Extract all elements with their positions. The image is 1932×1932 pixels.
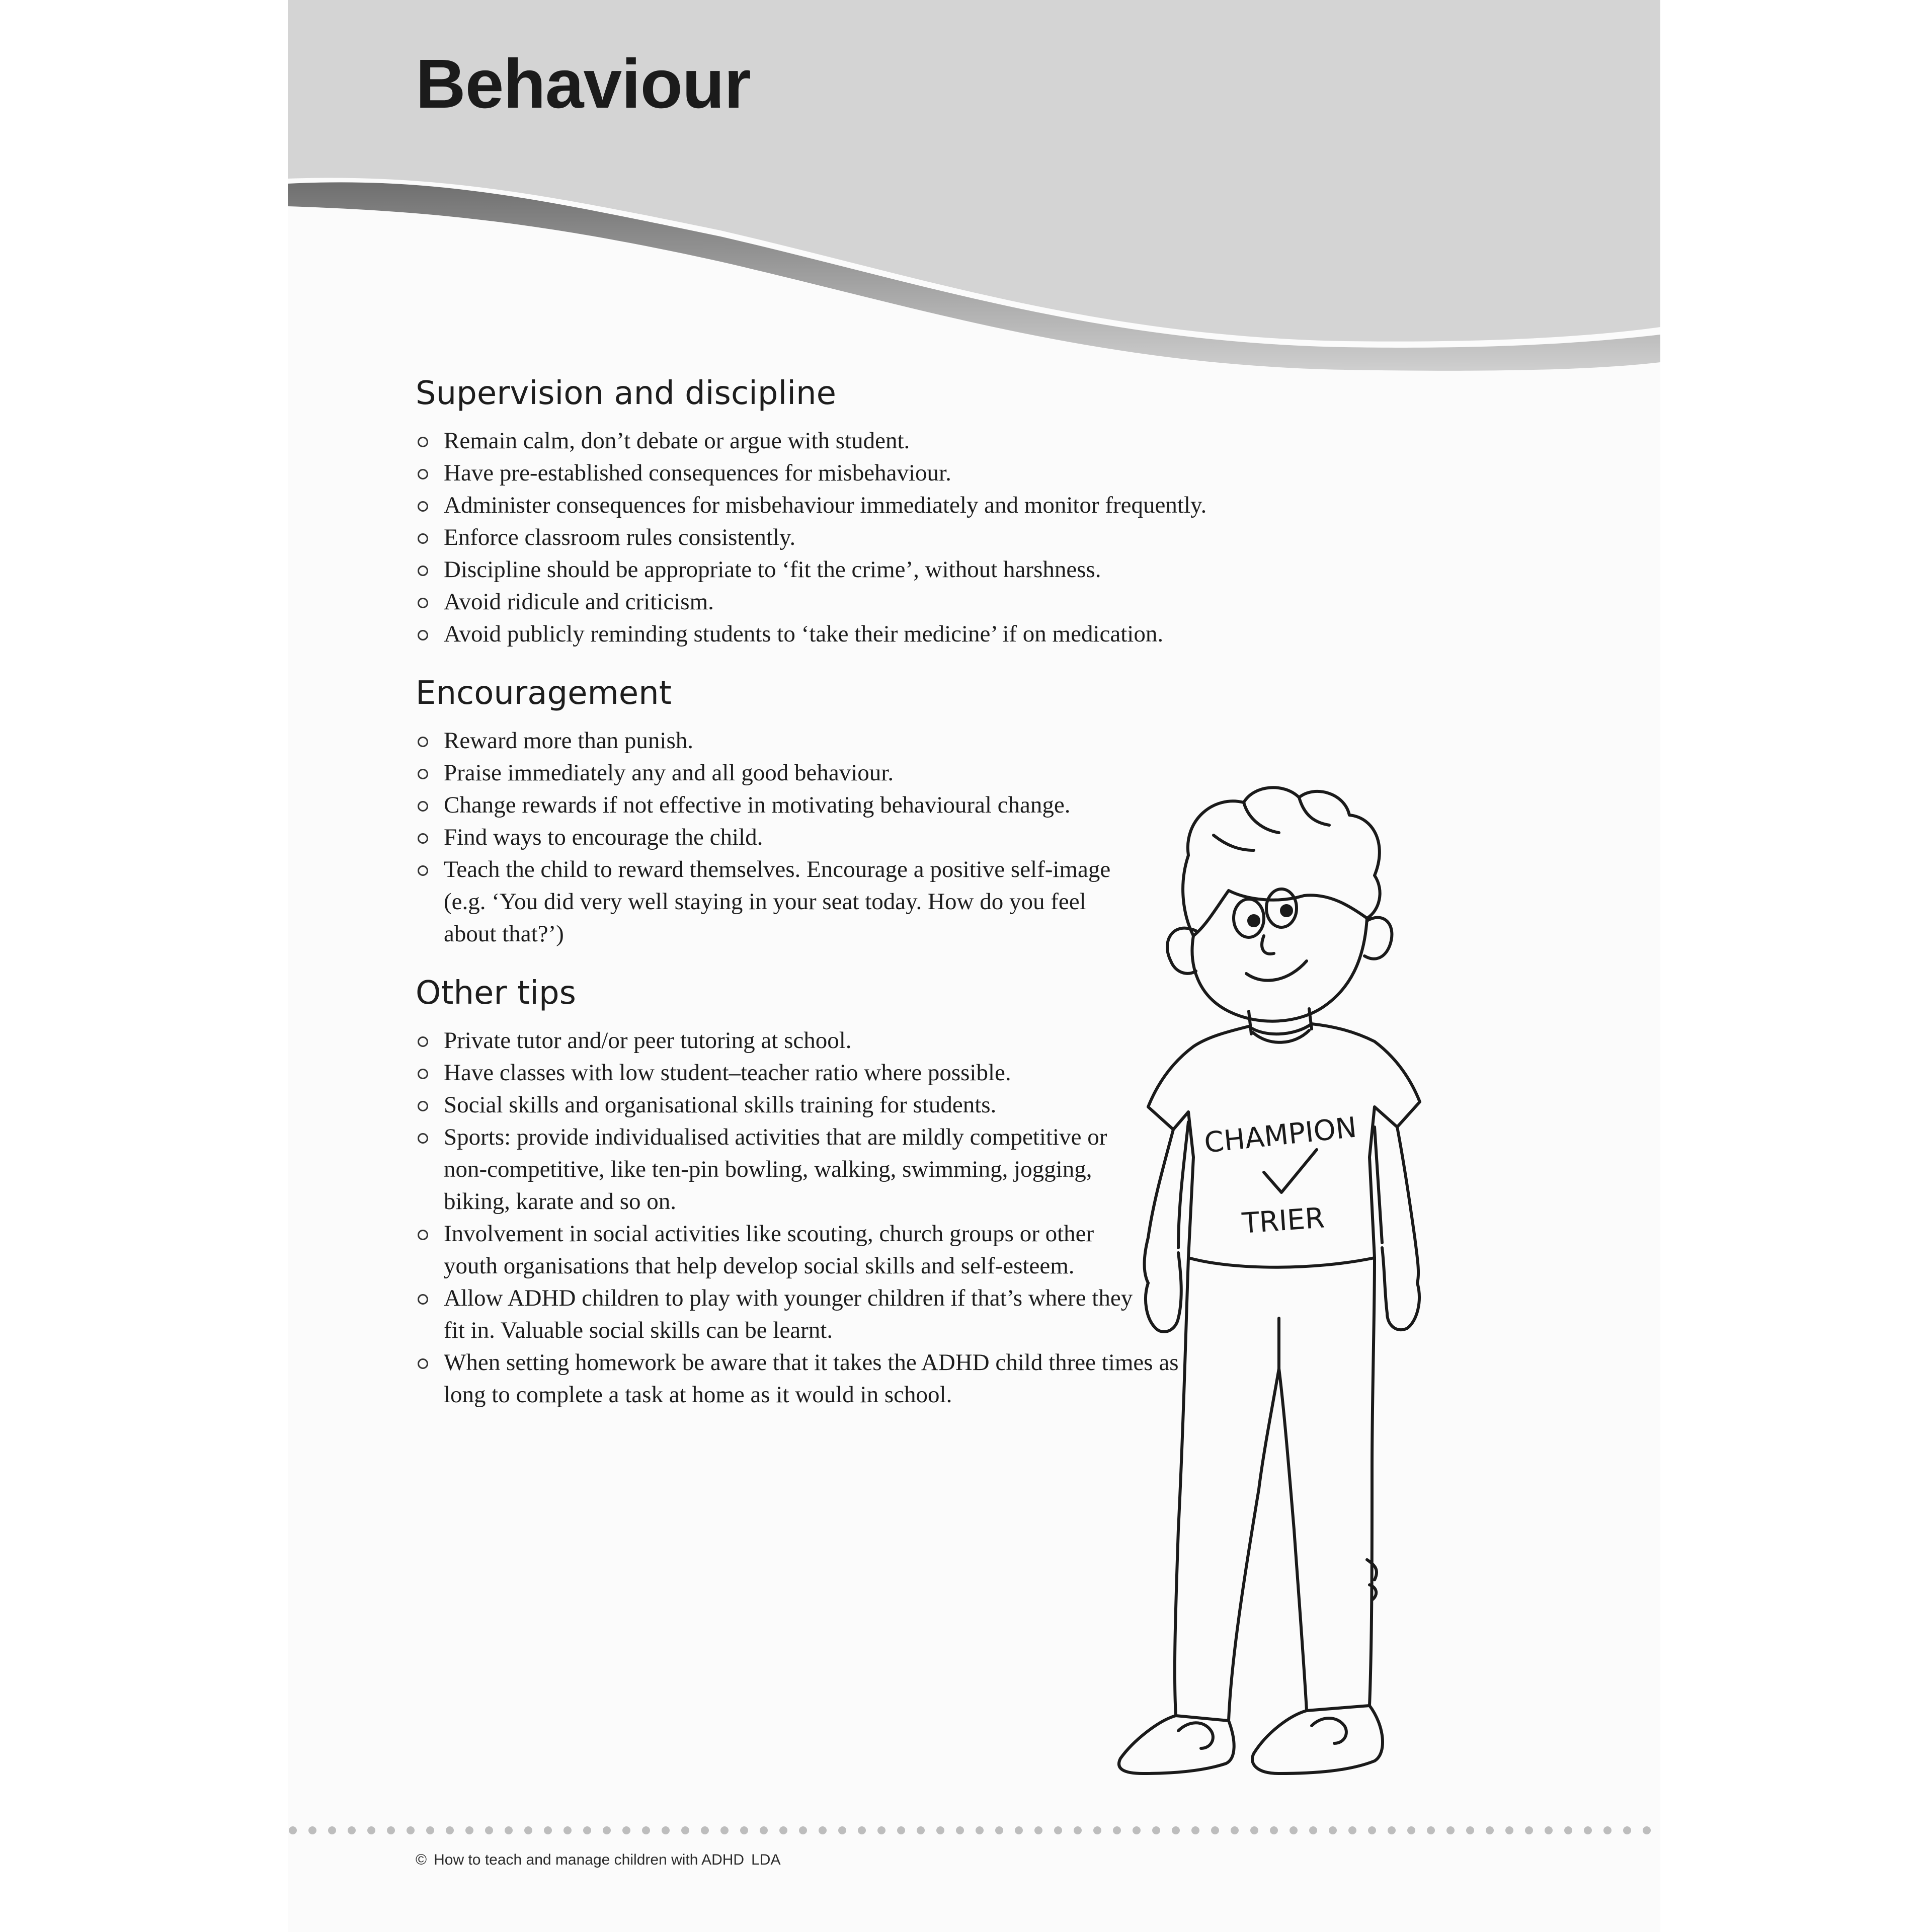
footer-dot bbox=[583, 1826, 591, 1834]
section-heading: Encouragement bbox=[416, 675, 672, 712]
right-hand bbox=[1382, 1248, 1419, 1330]
footer-dot bbox=[328, 1826, 336, 1834]
footer-dot bbox=[1584, 1826, 1592, 1834]
list-item: Allow ADHD children to play with younger children if that’s where they fit in. Valuable social skills can be learnt. bbox=[416, 1282, 1138, 1346]
footer-dot bbox=[465, 1826, 473, 1834]
footer-dot bbox=[446, 1826, 454, 1834]
list-item: Find ways to encourage the child. bbox=[416, 821, 1170, 853]
page-title: Behaviour bbox=[416, 45, 751, 123]
left-arm bbox=[1145, 1130, 1174, 1283]
footer-dot bbox=[642, 1826, 650, 1834]
list-item: Social skills and organisational skills training for students. bbox=[416, 1089, 1221, 1121]
footer-dot bbox=[956, 1826, 964, 1834]
footer-dot bbox=[407, 1826, 415, 1834]
footer-dot bbox=[1545, 1826, 1553, 1834]
shirt-text-line1: CHAMPION bbox=[1202, 1111, 1358, 1160]
footer-dotted-rule bbox=[288, 1820, 1660, 1840]
footer-dot bbox=[1329, 1826, 1337, 1834]
section-supervision-and-discipline bbox=[416, 373, 1271, 650]
footer-dot bbox=[1191, 1826, 1199, 1834]
footer-dot bbox=[1309, 1826, 1317, 1834]
bullet-list bbox=[416, 725, 1170, 950]
footer-dot bbox=[1034, 1826, 1042, 1834]
shirt-text-line2: TRIER bbox=[1241, 1201, 1326, 1240]
list-item: Private tutor and/or peer tutoring at school. bbox=[416, 1024, 1221, 1057]
footer-dot bbox=[877, 1826, 886, 1834]
right-shoe bbox=[1252, 1706, 1383, 1774]
footer-dot bbox=[1643, 1826, 1651, 1834]
footer-dot bbox=[701, 1826, 709, 1834]
bullet-list bbox=[416, 425, 1271, 650]
list-item: Teach the child to reward themselves. Encourage a positive self-image (e.g. ‘You did very well staying in your seat today. How do you feel about that?’) bbox=[416, 853, 1123, 950]
list-item: Avoid publicly reminding students to ‘take their medicine’ if on medication. bbox=[416, 618, 1271, 650]
footer-dot bbox=[1133, 1826, 1141, 1834]
footer-dot bbox=[485, 1826, 493, 1834]
footer-dot bbox=[1388, 1826, 1396, 1834]
list-item: Reward more than punish. bbox=[416, 725, 1170, 757]
list-item: Discipline should be appropriate to ‘fit the crime’, without harshness. bbox=[416, 553, 1271, 586]
footer-dot bbox=[779, 1826, 787, 1834]
footer-dot bbox=[760, 1826, 768, 1834]
footer-dot bbox=[1466, 1826, 1474, 1834]
copyright-symbol: © bbox=[416, 1852, 427, 1868]
footer-dot bbox=[1074, 1826, 1082, 1834]
section-other-tips bbox=[416, 973, 1221, 1411]
list-item: Have pre-established consequences for misbehaviour. bbox=[416, 457, 1271, 489]
list-item: Involvement in social activities like scouting, church groups or other youth organisations that help develop social skills and self-esteem. bbox=[416, 1218, 1138, 1282]
footer-dot bbox=[1054, 1826, 1062, 1834]
footer-dot bbox=[367, 1826, 375, 1834]
footer-dot bbox=[1525, 1826, 1533, 1834]
footer-dot bbox=[426, 1826, 434, 1834]
footer-dot bbox=[1015, 1826, 1023, 1834]
list-item: Change rewards if not effective in motivating behavioural change. bbox=[416, 789, 1170, 821]
footer-dot bbox=[1368, 1826, 1376, 1834]
footer-dot bbox=[1407, 1826, 1415, 1834]
nose bbox=[1262, 936, 1274, 954]
footer-dot bbox=[720, 1826, 729, 1834]
bullet-list bbox=[416, 1024, 1221, 1411]
footer-dot bbox=[564, 1826, 572, 1834]
list-item: Remain calm, don’t debate or argue with student. bbox=[416, 425, 1271, 457]
smile bbox=[1246, 961, 1307, 981]
right-ear bbox=[1364, 918, 1392, 959]
list-item: Avoid ridicule and criticism. bbox=[416, 586, 1271, 618]
list-item: Enforce classroom rules consistently. bbox=[416, 521, 1271, 553]
footer-dot bbox=[505, 1826, 513, 1834]
footer-dot bbox=[1250, 1826, 1258, 1834]
face bbox=[1192, 918, 1367, 1021]
footer-dot bbox=[1211, 1826, 1219, 1834]
footer-dot bbox=[662, 1826, 670, 1834]
footer-dot bbox=[976, 1826, 984, 1834]
footer-dot bbox=[1093, 1826, 1101, 1834]
pants bbox=[1175, 1258, 1375, 1721]
footer-dot bbox=[936, 1826, 944, 1834]
section-encouragement bbox=[416, 673, 1170, 950]
document-page bbox=[288, 0, 1660, 1932]
footer-dot bbox=[1113, 1826, 1121, 1834]
checkmark-icon bbox=[1264, 1150, 1317, 1192]
footer-dot bbox=[1564, 1826, 1572, 1834]
footer-dot bbox=[1505, 1826, 1513, 1834]
footer-dot bbox=[1446, 1826, 1455, 1834]
footer-dot bbox=[858, 1826, 866, 1834]
left-shoe bbox=[1119, 1716, 1234, 1774]
footer bbox=[416, 1852, 787, 1869]
footer-dot bbox=[622, 1826, 630, 1834]
footer-dot bbox=[544, 1826, 552, 1834]
footer-dot bbox=[995, 1826, 1003, 1834]
list-item: Have classes with low student–teacher ratio where possible. bbox=[416, 1057, 1221, 1089]
footer-dot bbox=[1427, 1826, 1435, 1834]
list-item: When setting homework be aware that it takes the ADHD child three times as long to complete a task at home as it would in school. bbox=[416, 1346, 1188, 1411]
section-heading: Supervision and discipline bbox=[416, 375, 836, 412]
footer-dot bbox=[308, 1826, 316, 1834]
footer-dot bbox=[897, 1826, 905, 1834]
right-arm bbox=[1397, 1127, 1418, 1283]
footer-dot bbox=[681, 1826, 689, 1834]
footer-dot bbox=[603, 1826, 611, 1834]
footer-dot bbox=[1603, 1826, 1612, 1834]
footer-dot bbox=[387, 1826, 395, 1834]
footer-dot bbox=[524, 1826, 532, 1834]
left-hand bbox=[1146, 1253, 1181, 1332]
footer-dot bbox=[289, 1826, 297, 1834]
footer-dot bbox=[1231, 1826, 1239, 1834]
footer-dot bbox=[740, 1826, 748, 1834]
footer-dot bbox=[348, 1826, 356, 1834]
list-item: Administer consequences for misbehaviour immediately and monitor frequently. bbox=[416, 489, 1271, 521]
footer-dot bbox=[1348, 1826, 1356, 1834]
footer-book-title: How to teach and manage children with ADHD bbox=[434, 1852, 745, 1868]
footer-dot bbox=[1290, 1826, 1298, 1834]
footer-dot bbox=[917, 1826, 925, 1834]
boy-illustration bbox=[1113, 775, 1495, 1781]
list-item: Sports: provide individualised activities that are mildly competitive or non-competitive, like ten-pin bowling, walking, swimming, jogging, biking, karate and so on. bbox=[416, 1121, 1138, 1218]
footer-dot bbox=[1152, 1826, 1160, 1834]
footer-dot bbox=[1486, 1826, 1494, 1834]
section-heading: Other tips bbox=[416, 975, 576, 1012]
footer-dot bbox=[819, 1826, 827, 1834]
footer-dot bbox=[1623, 1826, 1631, 1834]
footer-dot bbox=[1270, 1826, 1278, 1834]
footer-dot bbox=[799, 1826, 807, 1834]
footer-dot bbox=[838, 1826, 846, 1834]
footer-publisher: LDA bbox=[751, 1852, 781, 1868]
footer-dot bbox=[1172, 1826, 1180, 1834]
list-item: Praise immediately any and all good behaviour. bbox=[416, 757, 1170, 789]
